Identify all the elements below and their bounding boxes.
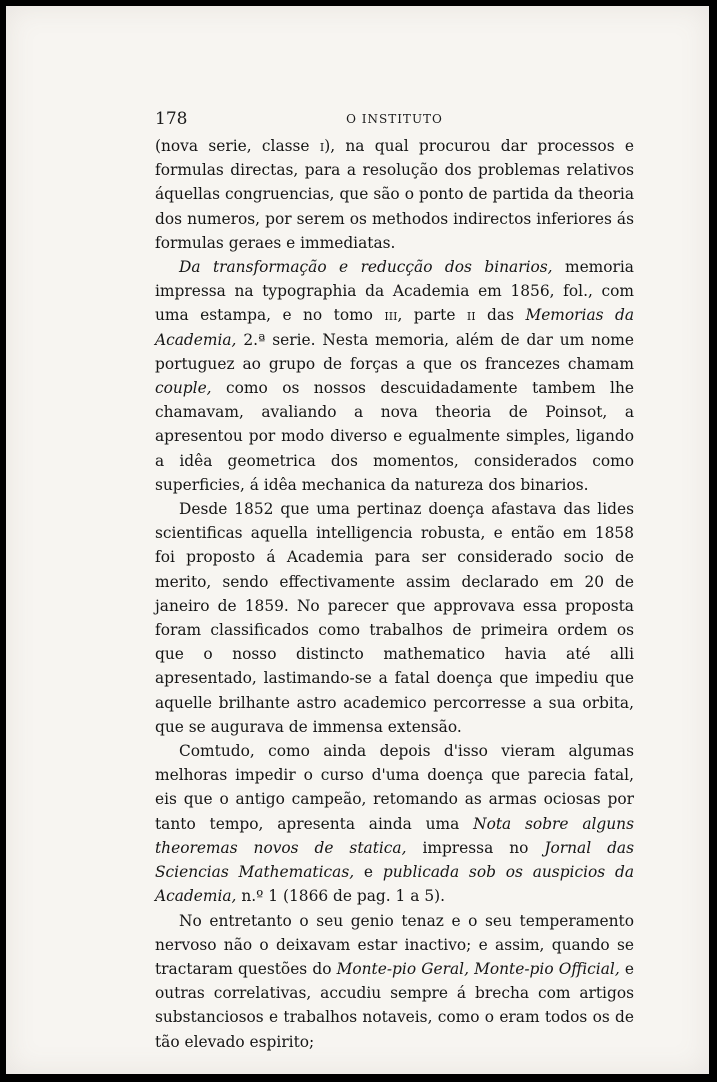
text-run: (nova serie, classe <box>155 137 320 155</box>
roman-numeral: iii <box>384 306 398 325</box>
text-run: ), na qual procurou dar processos e formulas directas, para a resolução dos problemas relativos áquellas congruencias, que são o ponto de partida da theoria dos numeros, por serem os methodos indirectos inferiores ás formulas geraes e immediatas. <box>155 137 634 252</box>
italic-text: publicada sob os auspicios da Academia, <box>155 863 634 906</box>
text-run: No entretanto o seu genio tenaz e o seu temperamento nervoso não o deixavam estar inactivo; e assim, quando se tractaram questões do <box>155 911 634 978</box>
scanned-page <box>6 6 709 1074</box>
italic-text: Nota sobre alguns theoremas novos de statica, <box>155 814 634 857</box>
text-run: das <box>475 306 526 325</box>
roman-numeral: ii <box>466 306 476 325</box>
running-title: O INSTITUTO <box>346 112 443 126</box>
paragraph <box>155 909 634 1054</box>
text-run: 2.ª serie. Nesta memoria, além de dar um nome portuguez ao grupo de forças a que os francezes chamam <box>155 330 634 373</box>
page-number: 178 <box>155 109 188 129</box>
text-run: e <box>354 863 383 882</box>
paragraph <box>155 497 634 739</box>
paragraph <box>155 134 634 255</box>
italic-text: Memorias da Academia, <box>155 306 634 349</box>
text-run: impressa no <box>406 838 545 857</box>
text-run: Comtudo, como ainda depois d'isso vieram algumas melhoras impedir o curso d'uma doença que parecia fatal, eis que o antigo campeão, retomando as armas ociosas por tanto tempo, apresenta ainda uma <box>155 742 634 833</box>
text-run: memoria impressa na typographia da Academia em 1856, fol., com uma estampa, e no tomo <box>155 258 634 325</box>
paragraph <box>155 739 634 908</box>
text-run: Desde 1852 que uma pertinaz doença afastava das lides scientificas aquella intelligencia robusta, e então em 1858 foi proposto á Academia para ser considerado socio de merito, sendo effectivamente assim declarado em 20 de janeiro de 1859. No parecer que approvava essa proposta foram classificados como trabalhos de primeira ordem os que o nosso distincto mathematico havia até alli apresentado, lastimando-se a fatal doença que impediu que aquelle brilhante astro academico percorresse a sua orbita, que se augurava de immensa extensão. <box>155 500 634 736</box>
italic-text: Da transformação e reducção dos binarios, <box>179 258 553 277</box>
text-run: como os nossos descuidadamente tambem lhe chamavam, avaliando a nova theoria de Poinsot, a apresentou por modo diverso e egualmente simples, ligando a idêa geometrica dos momentos, considerados como superficies, á idêa mechanica da natureza dos binarios. <box>155 379 634 494</box>
paragraph <box>155 255 634 497</box>
text-run: n.º 1 (1866 de pag. 1 a 5). <box>236 887 446 906</box>
page-header <box>155 109 634 131</box>
text-run: , parte <box>397 306 467 325</box>
body-text <box>155 134 634 1054</box>
roman-numeral: i <box>319 137 325 155</box>
text-run: e outras correlativas, accudiu sempre á brecha com artigos substanciosos e trabalhos notaveis, como o eram todos os de tão elevado espirito; <box>155 959 634 1051</box>
italic-text: Jornal das Sciencias Mathematicas, <box>155 838 635 882</box>
italic-text: Monte-pio Geral, Monte-pio Official, <box>336 959 620 978</box>
italic-text: couple, <box>155 379 212 398</box>
